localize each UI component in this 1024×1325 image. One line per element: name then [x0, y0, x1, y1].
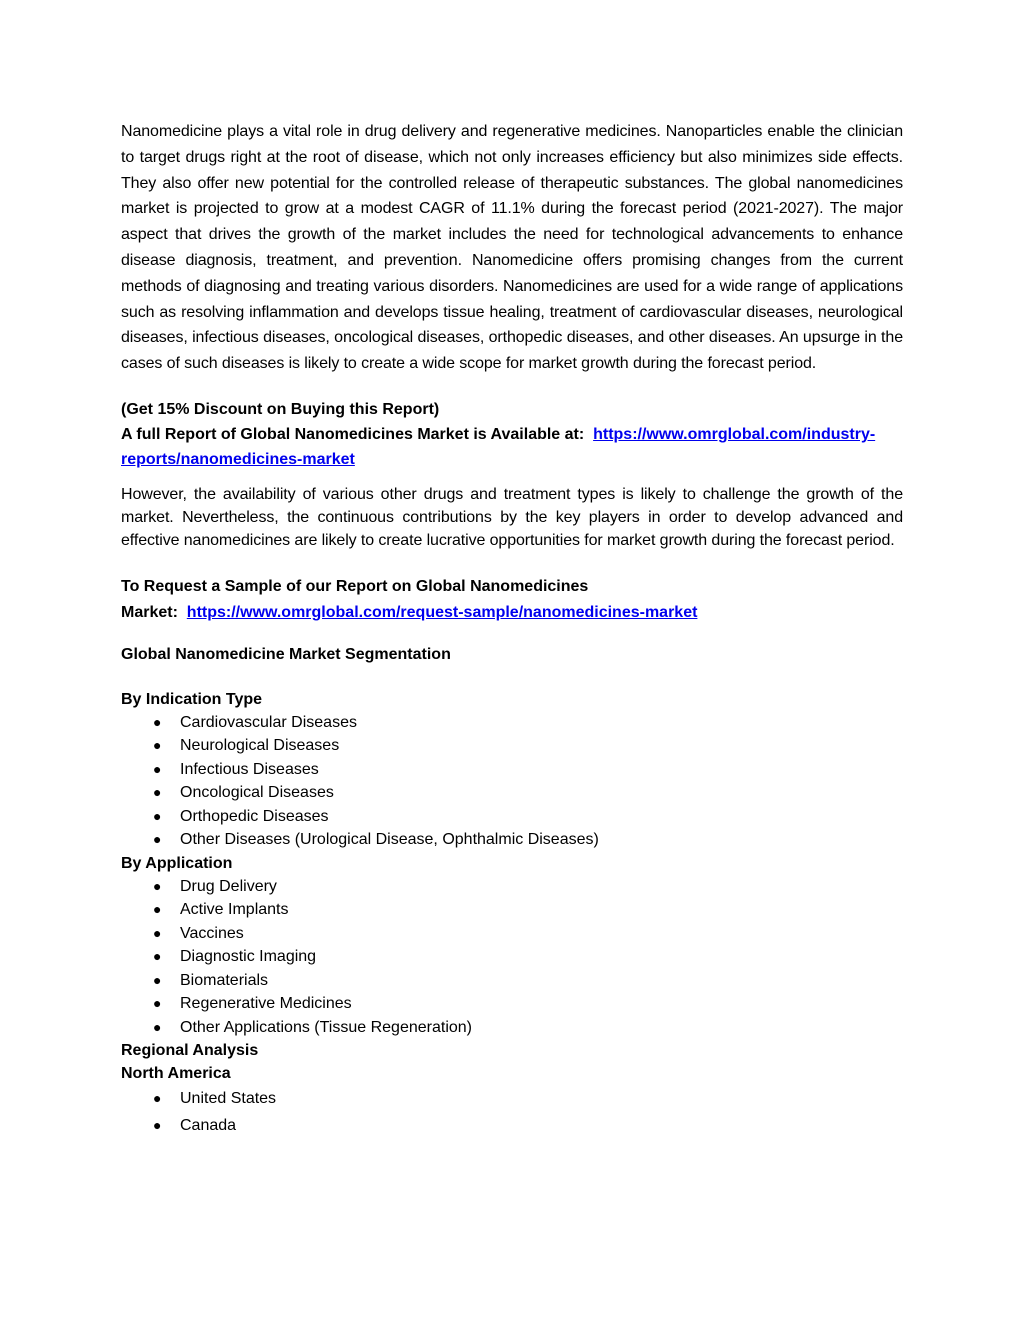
list-item-label: Active Implants	[180, 901, 289, 919]
intro-paragraph: Nanomedicine plays a vital role in drug delivery and regenerative medicines. Nanoparticles enable the clinician to target drugs right at the root of disease, which not only increases efficiency but also minimizes side effects. They also offer new potential for the controlled release of therapeutic substances. The global nanomedicines market is projected to grow at a modest CAGR of 11.1% during the forecast period (2021-2027). The major aspect that drives the growth of the market includes the need for technological advancements to enhance disease diagnosis, treatment, and prevention. Nanomedicine offers promising changes from the current methods of diagnosing and treating various disorders. Nanomedicines are used for a wide range of applications such as resolving inflammation and develops tissue healing, treatment of cardiovascular diseases, neurological diseases, infectious diseases, oncological diseases, orthopedic diseases, and other diseases. An upsurge in the cases of such diseases is likely to create a wide scope for market growth during the forecast period.	[121, 123, 903, 373]
bullet-icon: ●	[153, 924, 162, 941]
bullet-icon: ●	[153, 831, 162, 848]
segmentation-title: Global Nanomedicine Market Segmentation	[121, 645, 451, 663]
list-item	[121, 711, 903, 735]
bullet-icon: ●	[153, 760, 162, 777]
bullet-icon: ●	[153, 995, 162, 1012]
list-item	[121, 734, 903, 758]
bullet-icon: ●	[153, 1090, 162, 1107]
list-item	[121, 969, 903, 993]
list-item-label: Diagnostic Imaging	[180, 948, 317, 966]
application-list	[121, 875, 903, 1040]
indication-heading: By Indication Type	[121, 690, 263, 708]
sample-label-line2: Market:	[121, 603, 178, 621]
discount-text: (Get 15% Discount on Buying this Report)	[121, 400, 440, 418]
bullet-icon: ●	[153, 713, 162, 730]
list-item	[121, 898, 903, 922]
list-item	[121, 1016, 903, 1040]
full-report-link[interactable]: https://www.omrglobal.com/industry-reports/nanomedicines-market	[121, 425, 876, 468]
sample-request-block	[121, 574, 903, 626]
list-item-label: Orthopedic Diseases	[180, 807, 329, 825]
bullet-icon: ●	[153, 784, 162, 801]
list-item-label: Regenerative Medicines	[180, 995, 352, 1013]
bullet-icon: ●	[153, 1018, 162, 1035]
list-item-label: Other Applications (Tissue Regeneration)	[180, 1018, 472, 1036]
list-item	[121, 1112, 903, 1139]
offer-block	[121, 397, 903, 472]
sample-line2	[121, 600, 903, 626]
list-item-label: Other Diseases (Urological Disease, Ophthalmic Diseases)	[180, 831, 599, 849]
sample-request-link[interactable]: https://www.omrglobal.com/request-sample/nanomedicines-market	[186, 603, 698, 621]
list-item-label: Canada	[180, 1117, 237, 1135]
list-item-label: Infectious Diseases	[180, 760, 319, 778]
list-item-label: Oncological Diseases	[180, 784, 334, 802]
list-item	[121, 945, 903, 969]
indication-list	[121, 711, 903, 852]
list-item	[121, 922, 903, 946]
list-item-label: Drug Delivery	[180, 877, 277, 895]
list-item	[121, 758, 903, 782]
list-item	[121, 805, 903, 829]
challenge-paragraph: However, the availability of various other drugs and treatment types is likely to challenge the growth of the market. Nevertheless, the continuous contributions by the key players in order to develop advanced and effective nanomedicines are likely to create lucrative opportunities for market growth during the forecast period.	[121, 485, 903, 549]
list-item	[121, 828, 903, 852]
bullet-icon: ●	[153, 901, 162, 918]
bullet-icon: ●	[153, 807, 162, 824]
bullet-icon: ●	[153, 971, 162, 988]
bullet-icon: ●	[153, 737, 162, 754]
full-report-label: A full Report of Global Nanomedicines Market is Available at:	[121, 425, 585, 443]
application-heading: By Application	[121, 854, 233, 872]
list-item-label: Neurological Diseases	[180, 737, 340, 755]
north-america-heading: North America	[121, 1065, 231, 1083]
bullet-icon: ●	[153, 948, 162, 965]
bullet-icon: ●	[153, 1117, 162, 1134]
list-item-label: United States	[180, 1090, 277, 1108]
list-item-label: Cardiovascular Diseases	[180, 713, 357, 731]
list-item-label: Vaccines	[180, 924, 244, 942]
list-item	[121, 781, 903, 805]
document-page	[121, 119, 903, 1139]
full-report-line	[121, 422, 903, 472]
list-item	[121, 875, 903, 899]
north-america-list	[121, 1085, 903, 1139]
list-item-label: Biomaterials	[180, 971, 269, 989]
regional-heading: Regional Analysis	[121, 1042, 259, 1060]
list-item	[121, 992, 903, 1016]
bullet-icon: ●	[153, 877, 162, 894]
sample-label-line1: To Request a Sample of our Report on Global Nanomedicines	[121, 577, 589, 595]
list-item	[121, 1085, 903, 1112]
